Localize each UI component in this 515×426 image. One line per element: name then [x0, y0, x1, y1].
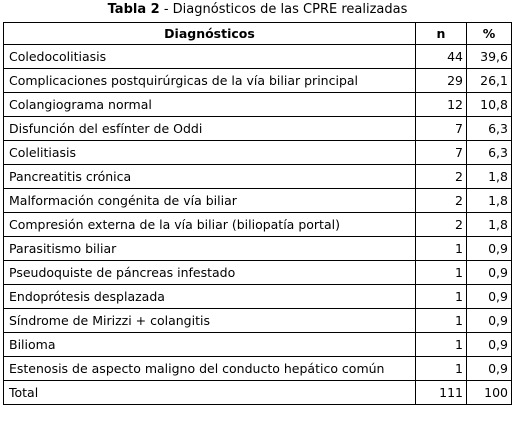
header-percent: %: [467, 23, 512, 45]
percent-cell: 0,9: [467, 285, 512, 309]
diagnosis-cell: Endoprótesis desplazada: [4, 285, 416, 309]
count-cell: 2: [416, 189, 467, 213]
percent-cell: 1,8: [467, 189, 512, 213]
percent-cell: 39,6: [467, 45, 512, 69]
total-count: 111: [416, 381, 467, 405]
table-header-row: [4, 23, 512, 45]
count-cell: 7: [416, 141, 467, 165]
table-row: [4, 117, 512, 141]
diagnosis-cell: Disfunción del esfínter de Oddi: [4, 117, 416, 141]
table-row: [4, 237, 512, 261]
percent-cell: 1,8: [467, 213, 512, 237]
count-cell: 1: [416, 261, 467, 285]
diagnostics-table: [3, 22, 512, 405]
header-diagnosticos: Diagnósticos: [4, 23, 416, 45]
table-row: [4, 213, 512, 237]
count-cell: 29: [416, 69, 467, 93]
count-cell: 7: [416, 117, 467, 141]
caption-separator: -: [159, 2, 173, 17]
table-row: [4, 141, 512, 165]
diagnosis-cell: Parasitismo biliar: [4, 237, 416, 261]
header-n: n: [416, 23, 467, 45]
table-row: [4, 45, 512, 69]
count-cell: 1: [416, 237, 467, 261]
caption-label: Tabla 2: [107, 2, 160, 17]
table-row: [4, 357, 512, 381]
diagnosis-cell: Pancreatitis crónica: [4, 165, 416, 189]
count-cell: 2: [416, 165, 467, 189]
diagnosis-cell: Colangiograma normal: [4, 93, 416, 117]
percent-cell: 1,8: [467, 165, 512, 189]
count-cell: 12: [416, 93, 467, 117]
table-row: [4, 261, 512, 285]
count-cell: 2: [416, 213, 467, 237]
percent-cell: 0,9: [467, 237, 512, 261]
percent-cell: 0,9: [467, 357, 512, 381]
total-percent: 100: [467, 381, 512, 405]
table-row: [4, 93, 512, 117]
percent-cell: 26,1: [467, 69, 512, 93]
count-cell: 1: [416, 333, 467, 357]
percent-cell: 10,8: [467, 93, 512, 117]
diagnosis-cell: Coledocolitiasis: [4, 45, 416, 69]
diagnosis-cell: Malformación congénita de vía biliar: [4, 189, 416, 213]
table-row: [4, 165, 512, 189]
percent-cell: 6,3: [467, 117, 512, 141]
diagnosis-cell: Estenosis de aspecto maligno del conducto hepático común: [4, 357, 416, 381]
table-row: [4, 333, 512, 357]
total-label: Total: [4, 381, 416, 405]
count-cell: 1: [416, 357, 467, 381]
total-row: [4, 381, 512, 405]
table-row: [4, 285, 512, 309]
count-cell: 1: [416, 285, 467, 309]
diagnosis-cell: Colelitiasis: [4, 141, 416, 165]
percent-cell: 0,9: [467, 309, 512, 333]
count-cell: 44: [416, 45, 467, 69]
count-cell: 1: [416, 309, 467, 333]
diagnosis-cell: Complicaciones postquirúrgicas de la vía biliar principal: [4, 69, 416, 93]
diagnosis-cell: Pseudoquiste de páncreas infestado: [4, 261, 416, 285]
caption-text: Diagnósticos de las CPRE realizadas: [172, 2, 408, 17]
percent-cell: 0,9: [467, 261, 512, 285]
table-row: [4, 69, 512, 93]
diagnosis-cell: Compresión externa de la vía biliar (biliopatía portal): [4, 213, 416, 237]
diagnosis-cell: Bilioma: [4, 333, 416, 357]
diagnosis-cell: Síndrome de Mirizzi + colangitis: [4, 309, 416, 333]
table-row: [4, 309, 512, 333]
table-caption: [0, 0, 515, 22]
table-row: [4, 189, 512, 213]
percent-cell: 0,9: [467, 333, 512, 357]
percent-cell: 6,3: [467, 141, 512, 165]
